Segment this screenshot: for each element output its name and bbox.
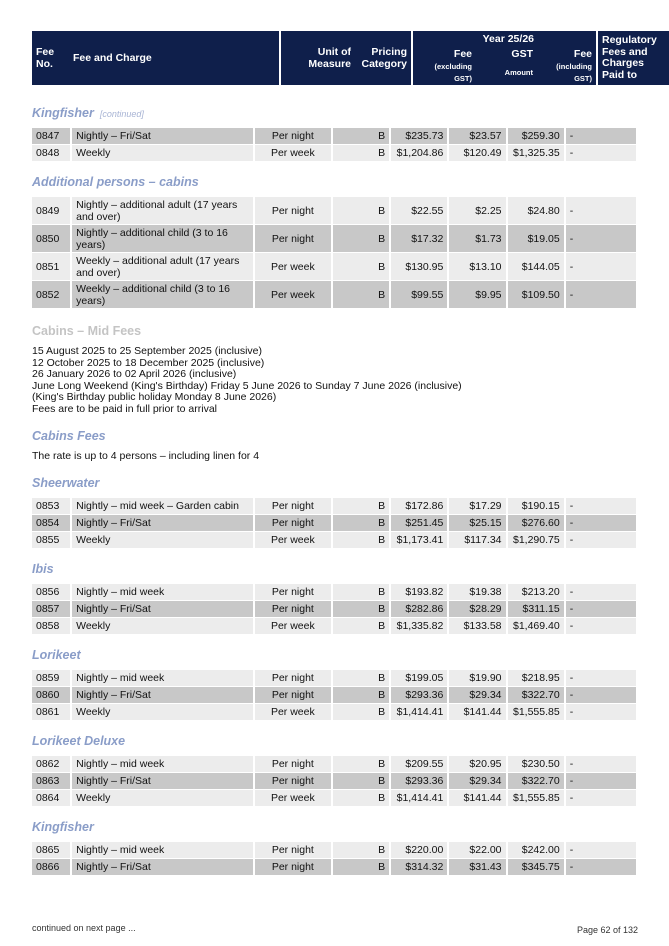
category: B [333, 601, 391, 618]
regulatory: - [566, 601, 638, 618]
date-line: 26 January 2026 to 02 April 2026 (inclusive) [32, 368, 237, 381]
category: B [333, 281, 391, 309]
continued-note: [continued] [99, 109, 144, 119]
fee-name: Nightly – mid week [72, 584, 255, 601]
unit: Per night [255, 859, 333, 876]
fee-incl: $1,555.85 [508, 704, 566, 721]
regulatory: - [566, 618, 638, 635]
fee-incl: $213.20 [508, 584, 566, 601]
gst: $25.15 [449, 515, 507, 532]
section-ibis [32, 562, 638, 635]
section-title: Lorikeet [32, 648, 81, 662]
table-row [32, 197, 638, 225]
header-gst: GST Amount [476, 47, 537, 85]
header-year: Year 25/26 [413, 31, 596, 47]
fee-no: 0862 [32, 756, 72, 773]
fees-table [32, 756, 638, 807]
fee-no: 0847 [32, 128, 72, 145]
date-line: 15 August 2025 to 25 September 2025 (inclusive) [32, 345, 262, 357]
fee-incl: $1,555.85 [508, 790, 566, 807]
unit: Per night [255, 515, 333, 532]
section-title: Lorikeet Deluxe [32, 734, 126, 748]
header-fee-and-charge: Fee and Charge [69, 31, 279, 85]
category: B [333, 790, 391, 807]
section-title: Kingfisher [32, 106, 94, 120]
gst: $19.90 [449, 670, 507, 687]
regulatory: - [566, 790, 638, 807]
fees-table [32, 584, 638, 635]
table-row [32, 687, 638, 704]
cabins-fees-note: The rate is up to 4 persons – including linen for 4 [32, 450, 260, 462]
regulatory: - [566, 687, 638, 704]
fee-excl: $220.00 [391, 842, 449, 859]
fee-excl: $235.73 [391, 128, 449, 145]
unit: Per week [255, 253, 333, 281]
table-row [32, 253, 638, 281]
fee-incl: $322.70 [508, 687, 566, 704]
fee-incl: $259.30 [508, 128, 566, 145]
unit: Per night [255, 128, 333, 145]
category: B [333, 859, 391, 876]
category: B [333, 687, 391, 704]
fees-table [32, 197, 638, 309]
gst: $2.25 [449, 197, 507, 225]
fee-no: 0852 [32, 281, 72, 309]
regulatory: - [566, 128, 638, 145]
fee-name: Nightly – mid week – Garden cabin [72, 498, 255, 515]
table-row [32, 842, 638, 859]
section-title: Cabins Fees [32, 429, 106, 443]
fee-no: 0857 [32, 601, 72, 618]
fee-incl: $242.00 [508, 842, 566, 859]
page-number: Page 62 of 132 [576, 925, 638, 935]
table-row [32, 704, 638, 721]
unit: Per week [255, 618, 333, 635]
category: B [333, 515, 391, 532]
unit: Per week [255, 704, 333, 721]
regulatory: - [566, 498, 638, 515]
gst: $133.58 [449, 618, 507, 635]
category: B [333, 842, 391, 859]
unit: Per night [255, 498, 333, 515]
fee-excl: $1,414.41 [391, 790, 449, 807]
unit: Per night [255, 756, 333, 773]
table-row [32, 225, 638, 253]
fee-no: 0861 [32, 704, 72, 721]
section-mid-fees [32, 324, 638, 416]
fees-table [32, 842, 638, 876]
table-row [32, 145, 638, 162]
fee-excl: $193.82 [391, 584, 449, 601]
unit: Per night [255, 584, 333, 601]
table-row [32, 584, 638, 601]
fee-excl: $17.32 [391, 225, 449, 253]
section-lorikeet [32, 648, 638, 721]
fee-excl: $293.36 [391, 773, 449, 790]
table-row [32, 670, 638, 687]
gst: $29.34 [449, 687, 507, 704]
fee-name: Nightly – Fri/Sat [72, 515, 255, 532]
mid-fees-dates [32, 346, 638, 416]
date-line: 12 October 2025 to 18 December 2025 (inclusive) [32, 356, 265, 369]
regulatory: - [566, 197, 638, 225]
fee-excl: $1,204.86 [391, 145, 449, 162]
fee-incl: $144.05 [508, 253, 566, 281]
gst: $28.29 [449, 601, 507, 618]
section-kingfisher [32, 820, 638, 876]
fee-excl: $282.86 [391, 601, 449, 618]
regulatory: - [566, 145, 638, 162]
table-row [32, 281, 638, 309]
table-row [32, 773, 638, 790]
fee-incl: $218.95 [508, 670, 566, 687]
continued-footer: continued on next page ... [32, 923, 136, 933]
section-kingfisher-continued [32, 106, 638, 162]
fee-name: Nightly – Fri/Sat [72, 128, 255, 145]
unit: Per night [255, 670, 333, 687]
fee-excl: $99.55 [391, 281, 449, 309]
fee-incl: $1,469.40 [508, 618, 566, 635]
fee-excl: $199.05 [391, 670, 449, 687]
fee-no: 0866 [32, 859, 72, 876]
fee-no: 0850 [32, 225, 72, 253]
fee-excl: $1,335.82 [391, 618, 449, 635]
regulatory: - [566, 773, 638, 790]
unit: Per night [255, 601, 333, 618]
category: B [333, 145, 391, 162]
regulatory: - [566, 532, 638, 549]
fee-no: 0849 [32, 197, 72, 225]
unit: Per night [255, 225, 333, 253]
table-row [32, 498, 638, 515]
gst: $117.34 [449, 532, 507, 549]
gst: $22.00 [449, 842, 507, 859]
fee-incl: $24.80 [508, 197, 566, 225]
regulatory: - [566, 842, 638, 859]
gst: $141.44 [449, 790, 507, 807]
gst: $29.34 [449, 773, 507, 790]
unit: Per week [255, 281, 333, 309]
fee-no: 0864 [32, 790, 72, 807]
fee-name: Nightly – additional child (3 to 16 years) [72, 225, 255, 253]
fee-name: Nightly – Fri/Sat [72, 773, 255, 790]
table-row [32, 756, 638, 773]
category: B [333, 618, 391, 635]
fee-no: 0848 [32, 145, 72, 162]
section-title: Additional persons – cabins [32, 175, 199, 189]
fee-name: Nightly – Fri/Sat [72, 859, 255, 876]
table-row [32, 618, 638, 635]
table-header [32, 31, 657, 85]
fee-incl: $276.60 [508, 515, 566, 532]
section-title: Ibis [32, 562, 54, 576]
fee-name: Weekly – additional child (3 to 16 years) [72, 281, 255, 309]
regulatory: - [566, 756, 638, 773]
fee-no: 0855 [32, 532, 72, 549]
gst: $23.57 [449, 128, 507, 145]
category: B [333, 773, 391, 790]
fee-excl: $251.45 [391, 515, 449, 532]
fee-name: Nightly – mid week [72, 842, 255, 859]
gst: $141.44 [449, 704, 507, 721]
gst: $13.10 [449, 253, 507, 281]
fee-name: Weekly [72, 532, 255, 549]
fees-table [32, 670, 638, 721]
category: B [333, 253, 391, 281]
section-title: Cabins – Mid Fees [32, 324, 142, 338]
fee-no: 0865 [32, 842, 72, 859]
fee-excl: $22.55 [391, 197, 449, 225]
table-row [32, 859, 638, 876]
fee-no: 0854 [32, 515, 72, 532]
unit: Per week [255, 790, 333, 807]
unit: Per night [255, 773, 333, 790]
category: B [333, 584, 391, 601]
fee-incl: $322.70 [508, 773, 566, 790]
fee-no: 0863 [32, 773, 72, 790]
regulatory: - [566, 670, 638, 687]
category: B [333, 225, 391, 253]
date-line: Fees are to be paid in full prior to arrival [32, 402, 218, 415]
fee-incl: $190.15 [508, 498, 566, 515]
fee-name: Weekly – additional adult (17 years and over) [72, 253, 255, 281]
fee-no: 0856 [32, 584, 72, 601]
regulatory: - [566, 584, 638, 601]
fee-no: 0860 [32, 687, 72, 704]
fee-name: Nightly – mid week [72, 756, 255, 773]
unit: Per night [255, 842, 333, 859]
header-unit-of-measure: Unit of Measure [281, 31, 355, 85]
header-fee-no: Fee No. [32, 31, 69, 85]
section-sheerwater [32, 476, 638, 549]
header-fee-incl: Fee (including GST) [537, 47, 596, 85]
fee-incl: $1,290.75 [508, 532, 566, 549]
category: B [333, 756, 391, 773]
section-cabins-fees [32, 429, 638, 463]
category: B [333, 128, 391, 145]
fee-incl: $345.75 [508, 859, 566, 876]
category: B [333, 670, 391, 687]
fee-incl: $230.50 [508, 756, 566, 773]
fee-incl: $311.15 [508, 601, 566, 618]
fee-excl: $1,414.41 [391, 704, 449, 721]
table-row [32, 601, 638, 618]
gst: $17.29 [449, 498, 507, 515]
fee-no: 0853 [32, 498, 72, 515]
table-row [32, 790, 638, 807]
fee-name: Nightly – Fri/Sat [72, 687, 255, 704]
fees-table [32, 128, 638, 162]
section-lorikeet-deluxe [32, 734, 638, 807]
unit: Per night [255, 687, 333, 704]
regulatory: - [566, 704, 638, 721]
fee-excl: $209.55 [391, 756, 449, 773]
gst: $31.43 [449, 859, 507, 876]
fee-excl: $293.36 [391, 687, 449, 704]
fee-excl: $130.95 [391, 253, 449, 281]
gst: $9.95 [449, 281, 507, 309]
unit: Per week [255, 532, 333, 549]
regulatory: - [566, 253, 638, 281]
date-line: June Long Weekend (King's Birthday) Friday 5 June 2026 to Sunday 7 June 2026 (inclusive) [32, 379, 462, 392]
gst: $19.38 [449, 584, 507, 601]
fee-name: Weekly [72, 790, 255, 807]
header-regulatory: Regulatory Fees and Charges Paid to [598, 31, 669, 85]
fee-excl: $1,173.41 [391, 532, 449, 549]
category: B [333, 704, 391, 721]
fee-excl: $314.32 [391, 859, 449, 876]
regulatory: - [566, 281, 638, 309]
fee-excl: $172.86 [391, 498, 449, 515]
regulatory: - [566, 859, 638, 876]
gst: $1.73 [449, 225, 507, 253]
fees-table [32, 498, 638, 549]
header-fee-excl: Fee (excluding GST) [413, 47, 476, 85]
fee-incl: $109.50 [508, 281, 566, 309]
unit: Per night [255, 197, 333, 225]
fee-incl: $1,325.35 [508, 145, 566, 162]
table-row [32, 515, 638, 532]
fee-name: Weekly [72, 145, 255, 162]
category: B [333, 197, 391, 225]
fee-incl: $19.05 [508, 225, 566, 253]
section-additional-persons [32, 175, 638, 309]
gst: $20.95 [449, 756, 507, 773]
table-row [32, 532, 638, 549]
fee-no: 0859 [32, 670, 72, 687]
fee-no: 0858 [32, 618, 72, 635]
header-pricing-category: Pricing Category [355, 31, 411, 85]
category: B [333, 498, 391, 515]
unit: Per week [255, 145, 333, 162]
gst: $120.49 [449, 145, 507, 162]
section-title: Sheerwater [32, 476, 100, 490]
fee-name: Nightly – Fri/Sat [72, 601, 255, 618]
regulatory: - [566, 225, 638, 253]
date-line: (King's Birthday public holiday Monday 8 June 2026) [32, 391, 277, 404]
table-row [32, 128, 638, 145]
fee-no: 0851 [32, 253, 72, 281]
regulatory: - [566, 515, 638, 532]
fee-name: Weekly [72, 704, 255, 721]
category: B [333, 532, 391, 549]
fee-name: Nightly – mid week [72, 670, 255, 687]
fee-name: Weekly [72, 618, 255, 635]
section-title: Kingfisher [32, 820, 94, 834]
fee-name: Nightly – additional adult (17 years and over) [72, 197, 255, 225]
